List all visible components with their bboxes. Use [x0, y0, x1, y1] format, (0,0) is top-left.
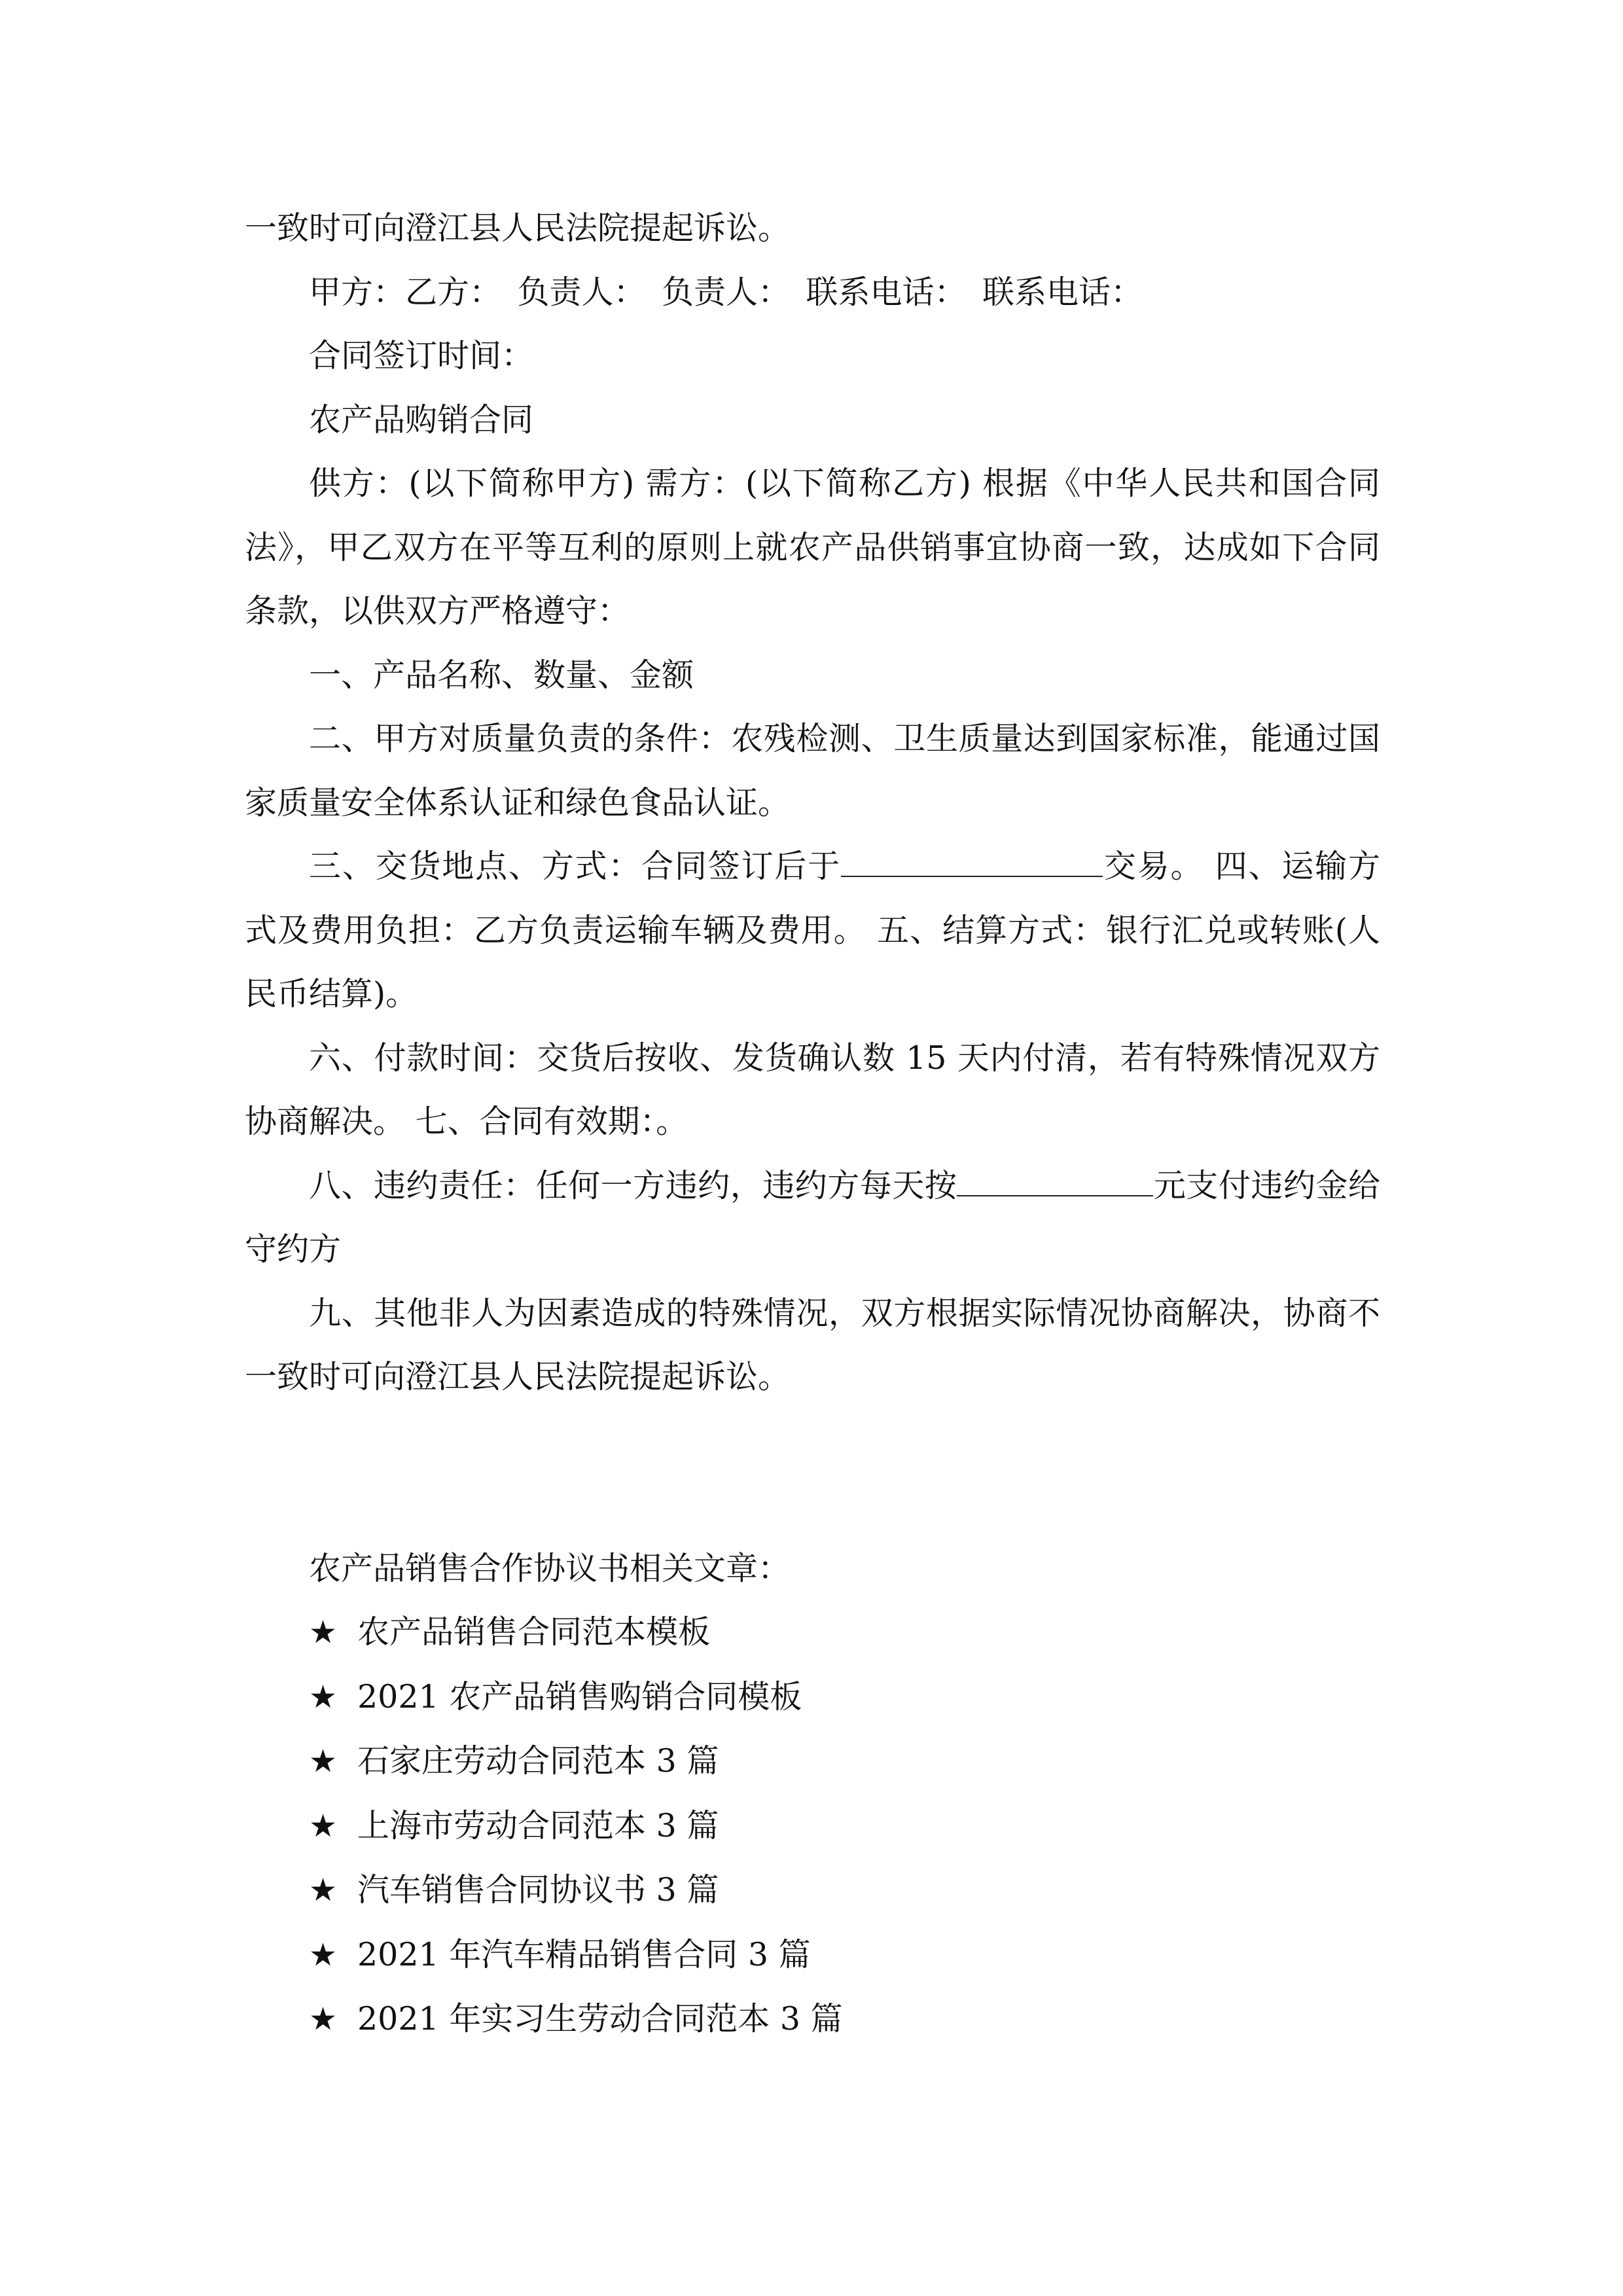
- clause-3-5: [245, 834, 1380, 1026]
- related-link-item[interactable]: [245, 1794, 1380, 1859]
- star-icon: ★: [309, 1743, 338, 1780]
- star-icon: ★: [309, 1678, 338, 1715]
- related-link-text[interactable]: 农产品销售合同范本模板: [357, 1613, 711, 1651]
- paragraph-lawsuit-continuation: 一致时可向澄江县人民法院提起诉讼。: [245, 209, 791, 247]
- related-link-item[interactable]: [245, 1729, 1380, 1794]
- related-link-text[interactable]: 2021 农产品销售购销合同模板: [357, 1677, 802, 1715]
- document-body: [245, 196, 1380, 2052]
- delivery-time-blank: [841, 844, 1103, 877]
- star-icon: ★: [309, 1936, 338, 1973]
- related-link-item[interactable]: [245, 1665, 1380, 1730]
- paragraph-sign-date: 合同签订时间：: [309, 337, 534, 374]
- related-link-item[interactable]: [245, 1600, 1380, 1665]
- clause-8-text-after: 元支付违约金给守约方: [245, 1166, 1380, 1268]
- related-link-text[interactable]: 石家庄劳动合同范本 3 篇: [357, 1742, 719, 1780]
- related-link-item[interactable]: [245, 1923, 1380, 1988]
- clause-8: [245, 1154, 1380, 1282]
- related-link-text[interactable]: 上海市劳动合同范本 3 篇: [357, 1806, 719, 1844]
- related-link-text[interactable]: 2021 年汽车精品销售合同 3 篇: [357, 1935, 811, 1973]
- clause-3-text-before: 三、交货地点、方式：合同签订后于: [309, 848, 842, 885]
- star-icon: ★: [309, 1872, 338, 1909]
- paragraph-parties: 甲方：乙方： 负责人： 负责人： 联系电话： 联系电话：: [309, 273, 1143, 311]
- clause-2: 二、甲方对质量负责的条件：农残检测、卫生质量达到国家标准，能通过国家质量安全体系认证和绿色食品认证。: [245, 720, 1380, 821]
- related-link-text[interactable]: 2021 年实习生劳动合同范本 3 篇: [357, 2000, 843, 2037]
- clause-9: 九、其他非人为因素造成的特殊情况，双方根据实际情况协商解决，协商不一致时可向澄江县人民法院提起诉讼。: [245, 1294, 1380, 1395]
- star-icon: ★: [309, 1614, 338, 1651]
- clause-3-text-after: 交易。 四、运输方式及费用负担：乙方负责运输车辆及费用。 五、结算方式：银行汇兑或转账(人民币结算)。: [245, 848, 1380, 1013]
- section-gap: [245, 1409, 1380, 1537]
- star-icon: ★: [309, 1807, 338, 1844]
- related-link-item[interactable]: [245, 1858, 1380, 1923]
- penalty-amount-blank: [957, 1163, 1153, 1196]
- star-icon: ★: [309, 2001, 338, 2037]
- contract-title: 农产品购销合同: [309, 401, 534, 439]
- related-link-text[interactable]: 汽车销售合同协议书 3 篇: [357, 1871, 719, 1909]
- clause-6-7: 六、付款时间：交货后按收、发货确认数 15 天内付清，若有特殊情况双方协商解决。 七、合同有效期：。: [245, 1039, 1380, 1140]
- related-link-item[interactable]: [245, 1987, 1380, 2052]
- clause-1: 一、产品名称、数量、金额: [309, 656, 694, 694]
- related-articles: [245, 1537, 1380, 2052]
- related-heading: 农产品销售合作协议书相关文章：: [309, 1549, 791, 1587]
- paragraph-preamble: 供方：(以下简称甲方) 需方：(以下简称乙方) 根据《中华人民共和国合同法》，甲乙双方在平等互利的原则上就农产品供销事宜协商一致，达成如下合同条款，以供双方严格遵守：: [245, 465, 1380, 630]
- clause-8-text-before: 八、违约责任：任何一方违约，违约方每天按: [309, 1166, 957, 1204]
